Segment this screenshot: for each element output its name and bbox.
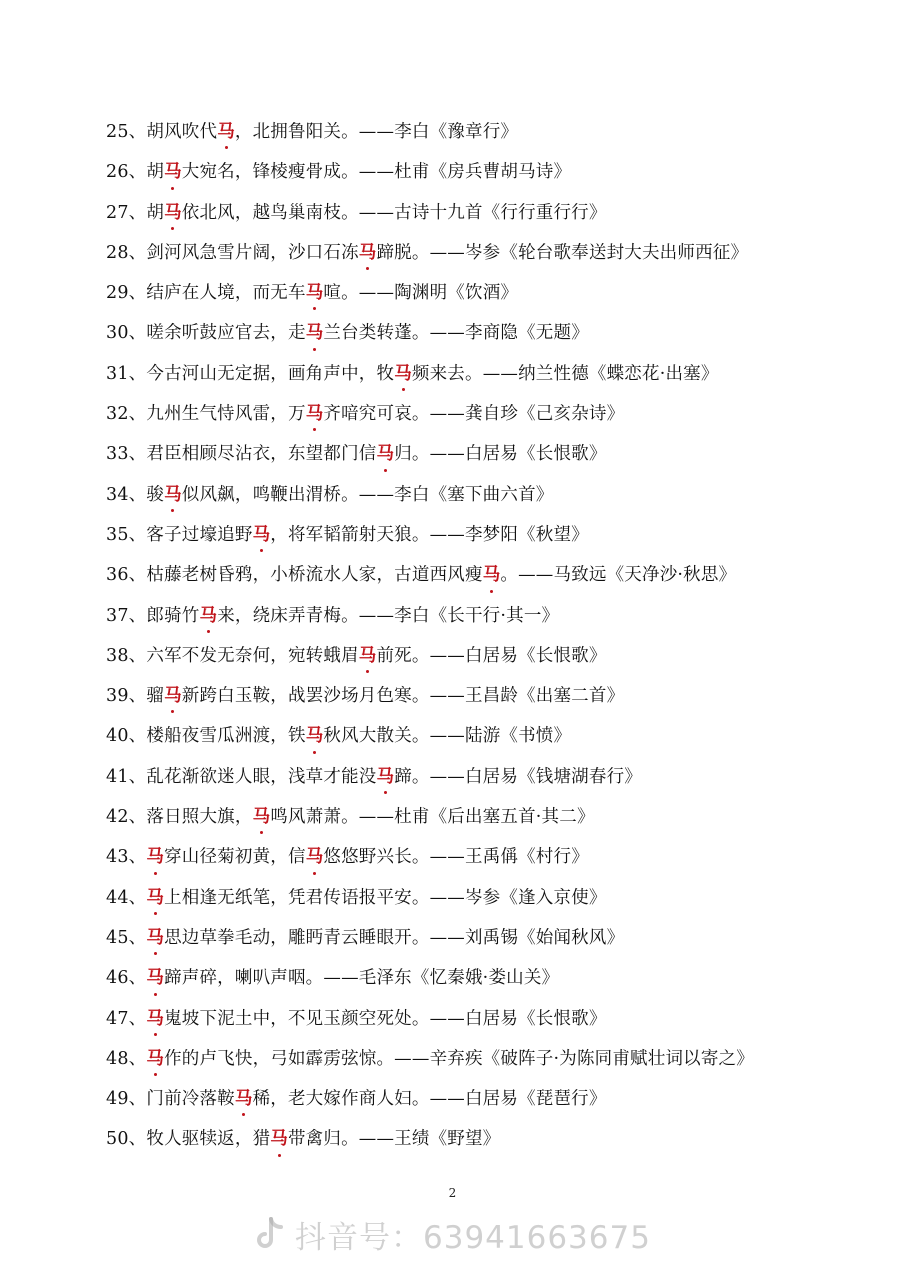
- highlighted-character: 马: [164, 193, 182, 233]
- poem-line: [106, 394, 896, 434]
- poem-line: [106, 313, 896, 353]
- line-number: 40、: [106, 726, 147, 747]
- poem-line: [106, 515, 896, 555]
- highlighted-character: 马: [217, 112, 235, 152]
- line-text: 君臣相顾尽沾衣，东望都门信: [146, 444, 377, 465]
- line-text: 胡风吹代: [146, 122, 218, 142]
- highlighted-character: 马: [306, 837, 324, 877]
- line-number: 35、: [106, 524, 147, 545]
- highlighted-character: 马: [146, 999, 164, 1039]
- line-text: 楼船夜雪瓜洲渡，铁: [146, 726, 306, 747]
- highlighted-character: 马: [376, 434, 394, 474]
- line-text: 。——马致远《天净沙·秋思》: [500, 565, 737, 586]
- highlighted-character: 马: [483, 555, 501, 595]
- line-text: 大宛名，锋棱瘦骨成。——杜甫《房兵曹胡马诗》: [181, 162, 572, 183]
- line-text: 稀，老大嫁作商人妇。——白居易《琵琶行》: [252, 1089, 607, 1110]
- poem-line: [106, 797, 896, 837]
- poem-line: [106, 596, 896, 636]
- line-text: 乱花渐欲迷人眼，浅草才能没: [146, 766, 377, 787]
- poem-line: [106, 1119, 896, 1159]
- highlighted-character: 马: [146, 1039, 164, 1079]
- line-number: 33、: [106, 444, 147, 465]
- line-text: 思边草拳毛动，雕眄青云睡眼开。——刘禹锡《始闻秋风》: [164, 927, 625, 948]
- poem-line: [106, 958, 896, 998]
- line-number: 48、: [106, 1048, 147, 1069]
- line-text: 新跨白玉鞍，战罢沙场月色寒。——王昌龄《出塞二首》: [181, 686, 625, 707]
- line-number: 38、: [106, 645, 147, 666]
- line-number: 34、: [106, 484, 147, 505]
- line-number: 27、: [106, 202, 147, 223]
- line-text: 骏: [146, 484, 165, 505]
- highlighted-character: 马: [199, 596, 217, 636]
- line-text: 落日照大旗，: [146, 807, 253, 828]
- highlighted-character: 马: [394, 354, 412, 394]
- highlighted-character: 马: [146, 837, 164, 877]
- line-number: 36、: [106, 565, 147, 586]
- line-number: 44、: [106, 887, 147, 908]
- line-number: 32、: [106, 404, 147, 425]
- poem-line: [106, 676, 896, 716]
- line-text: 兰台类转蓬。——李商隐《无题》: [323, 323, 589, 344]
- highlighted-character: 马: [270, 1119, 288, 1159]
- line-text: 悠悠野兴长。——王禹偁《村行》: [323, 847, 589, 868]
- highlighted-character: 马: [164, 475, 182, 515]
- line-number: 28、: [106, 242, 147, 263]
- line-text: 九州生气恃风雷，万: [146, 404, 306, 425]
- line-text: 今古河山无定据，画角声中，牧: [146, 363, 395, 384]
- poem-line: [106, 193, 896, 233]
- line-text: 胡: [146, 202, 165, 223]
- poem-line: [106, 273, 896, 313]
- highlighted-character: 马: [306, 394, 324, 434]
- poem-line: [106, 878, 896, 918]
- highlighted-character: 马: [306, 716, 324, 756]
- line-text: 齐喑究可哀。——龚自珍《己亥杂诗》: [323, 404, 625, 425]
- line-text: 蹄声碎，喇叭声咽。——毛泽东《忆秦娥·娄山关》: [164, 968, 560, 989]
- line-number: 50、: [106, 1129, 147, 1150]
- line-text: 门前冷落鞍: [146, 1089, 235, 1110]
- poem-line: [106, 636, 896, 676]
- poem-line: [106, 555, 896, 595]
- poem-line: [106, 354, 896, 394]
- page-number: 2: [448, 1186, 457, 1200]
- line-text: 牧人驱犊返，猎: [146, 1129, 271, 1150]
- highlighted-character: 马: [359, 636, 377, 676]
- poem-line: [106, 837, 896, 877]
- highlighted-character: 马: [146, 918, 164, 958]
- line-text: ，北拥鲁阳关。——李白《豫章行》: [234, 122, 519, 142]
- line-text: 枯藤老树昏鸦，小桥流水人家，古道西风瘦: [146, 565, 483, 586]
- line-text: 蹄。——白居易《钱塘湖春行》: [394, 766, 642, 787]
- line-text: 作的卢飞快，弓如霹雳弦惊。——辛弃疾《破阵子·为陈同甫赋壮词以寄之》: [164, 1048, 754, 1069]
- line-text: 郎骑竹: [146, 605, 200, 626]
- highlighted-character: 马: [376, 757, 394, 797]
- poem-line: [106, 716, 896, 756]
- poem-line: [106, 757, 896, 797]
- line-text: 客子过壕追野: [146, 524, 253, 545]
- line-number: 39、: [106, 686, 147, 707]
- line-number: 25、: [106, 122, 147, 142]
- line-text: 频来去。——纳兰性德《蝶恋花·出塞》: [411, 363, 719, 384]
- line-text: 上相逢无纸笔，凭君传语报平安。——岑参《逢入京使》: [164, 887, 607, 908]
- line-number: 41、: [106, 766, 147, 787]
- line-text: ，将军韬箭射天狼。——李梦阳《秋望》: [270, 524, 589, 545]
- highlighted-character: 马: [164, 676, 182, 716]
- poem-line: [106, 434, 896, 474]
- highlighted-character: 马: [164, 152, 182, 192]
- line-text: 嗟余听鼓应官去，走: [146, 323, 306, 344]
- line-number: 46、: [106, 968, 147, 989]
- highlighted-character: 马: [146, 958, 164, 998]
- line-text: 来，绕床弄青梅。——李白《长干行·其一》: [217, 605, 560, 626]
- poem-line: [106, 112, 896, 152]
- line-number: 31、: [106, 363, 147, 384]
- poem-line-list: [106, 112, 896, 1160]
- poem-line: [106, 1079, 896, 1119]
- line-text: 骝: [146, 686, 165, 707]
- line-text: 蹄脱。——岑参《轮台歌奉送封大夫出师西征》: [376, 242, 749, 263]
- line-number: 30、: [106, 323, 147, 344]
- poem-line: [106, 1039, 896, 1079]
- highlighted-character: 马: [306, 273, 324, 313]
- line-number: 45、: [106, 927, 147, 948]
- line-text: 结庐在人境，而无车: [146, 283, 306, 304]
- poem-line: [106, 999, 896, 1039]
- highlighted-character: 马: [359, 233, 377, 273]
- line-number: 42、: [106, 807, 147, 828]
- line-number: 47、: [106, 1008, 147, 1029]
- line-text: 前死。——白居易《长恨歌》: [376, 645, 607, 666]
- line-text: 嵬坡下泥土中，不见玉颜空死处。——白居易《长恨歌》: [164, 1008, 607, 1029]
- poem-line: [106, 233, 896, 273]
- line-text: 喧。——陶渊明《饮酒》: [323, 283, 519, 304]
- poem-line: [106, 475, 896, 515]
- line-text: 带禽归。——王绩《野望》: [287, 1129, 501, 1150]
- highlighted-character: 马: [146, 878, 164, 918]
- line-number: 43、: [106, 847, 147, 868]
- highlighted-character: 马: [306, 313, 324, 353]
- highlighted-character: 马: [253, 797, 271, 837]
- watermark: [255, 1208, 651, 1260]
- highlighted-character: 马: [253, 515, 271, 555]
- poem-line: [106, 918, 896, 958]
- line-text: 穿山径菊初黄，信: [164, 847, 306, 868]
- highlighted-character: 马: [235, 1079, 253, 1119]
- line-number: 49、: [106, 1089, 147, 1110]
- line-text: 秋风大散关。——陆游《书愤》: [323, 726, 572, 747]
- douyin-logo-icon: [255, 1216, 285, 1252]
- line-text: 胡: [146, 162, 165, 183]
- line-text: 归。——白居易《长恨歌》: [394, 444, 607, 465]
- watermark-text: 抖音号：63941663675: [295, 1219, 651, 1256]
- line-number: 37、: [106, 605, 147, 626]
- line-text: 鸣风萧萧。——杜甫《后出塞五首·其二》: [270, 807, 595, 828]
- line-text: 六军不发无奈何，宛转蛾眉: [146, 645, 359, 666]
- line-number: 29、: [106, 283, 147, 304]
- line-text: 似风飙，鸣鞭出渭桥。——李白《塞下曲六首》: [181, 484, 554, 505]
- line-number: 26、: [106, 162, 147, 183]
- poem-line: [106, 152, 896, 192]
- line-text: 依北风，越鸟巢南枝。——古诗十九首《行行重行行》: [181, 202, 607, 223]
- line-text: 剑河风急雪片阔，沙口石冻: [146, 242, 359, 263]
